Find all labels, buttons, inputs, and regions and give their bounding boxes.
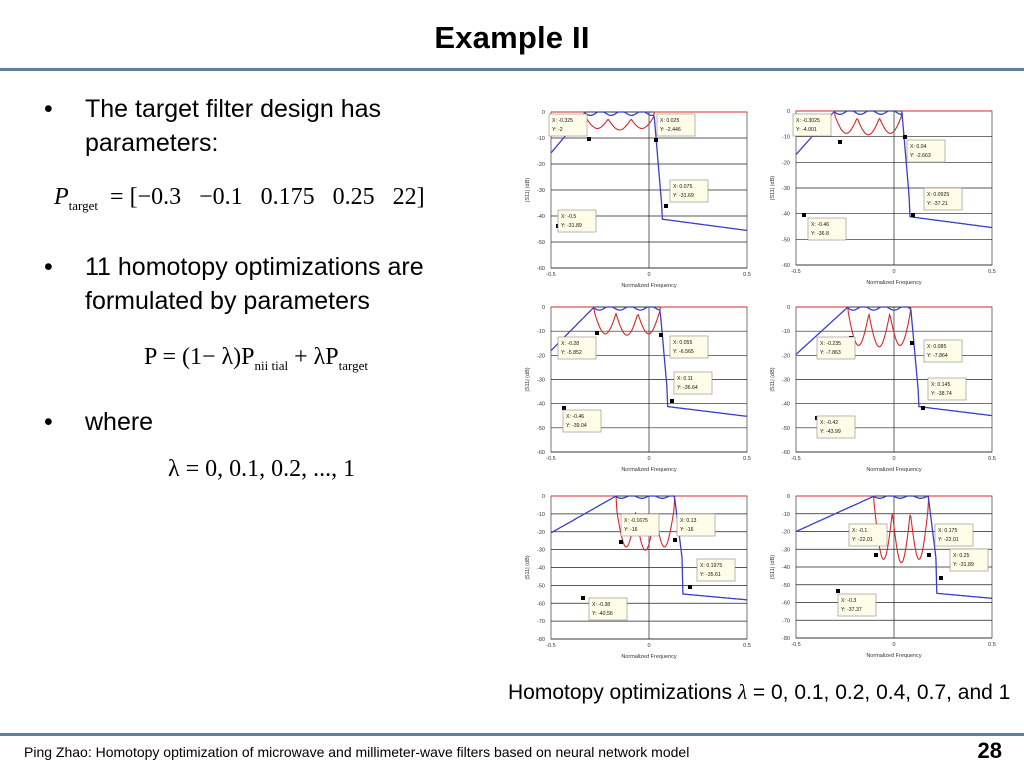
x-tick-label: 0 [647,643,651,649]
datatip-x: X: -0.42 [820,420,839,426]
x-tick-label: -0.5 [546,643,556,649]
x-axis-label: Normalized Frequency [866,467,922,473]
datatip-box [621,514,659,536]
slide-title: Example II [434,20,590,55]
y-tick-label: -40 [782,401,790,408]
datatip-box [793,114,831,136]
datatip-y: Y: -5.852 [561,350,582,356]
datatip-box [657,114,695,136]
datatip-x: X: -0.1675 [624,518,648,524]
y-tick-label: 0 [786,109,790,115]
datatip-box [589,598,627,620]
y-axis-label: |S11| (dB) [770,175,776,201]
y-tick-label: -20 [782,529,790,536]
datatip-marker [874,553,878,557]
datatip-box [558,210,596,232]
datatip-x: X: -0.5 [561,214,577,220]
datatip-x: X: 0.25 [953,553,970,559]
datatip-y: Y: -39.04 [566,423,587,429]
datatip-box [838,594,876,616]
x-axis-label: Normalized Frequency [621,283,677,289]
datatip-box [670,336,708,358]
datatip-y: Y: -16 [680,527,694,533]
x-axis-label: Normalized Frequency [866,653,922,659]
datatip-box [563,410,601,432]
y-tick-label: -80 [537,637,545,643]
y-tick-label: -40 [537,565,545,572]
datatip-y: Y: -16 [624,527,638,533]
y-tick-label: -60 [782,450,790,456]
y-tick-label: 0 [541,305,545,311]
datatip-x: X: -0.46 [566,414,585,420]
y-tick-label: -10 [782,329,790,336]
response-chart-3 [525,305,751,473]
y-axis-label: |S11| (dB) [770,367,776,392]
datatip-y: Y: -38.74 [931,391,952,397]
datatip-marker [927,553,931,557]
y-tick-label: -60 [782,600,790,607]
x-tick-label: -0.5 [791,456,801,462]
y-tick-label: -30 [782,186,790,192]
p-symbol: P [54,184,69,210]
datatip-y: Y: -37.21 [927,201,948,207]
x-tick-label: 0.5 [988,642,996,648]
y-tick-label: -20 [537,353,545,360]
response-chart-1 [525,110,751,289]
y-axis-label: |S11| (dB) [525,367,531,392]
y-tick-label: 0 [541,494,545,500]
datatip-box [928,378,966,400]
x-tick-label: -0.5 [546,272,556,278]
datatip-marker [911,213,915,217]
y-axis-label: |S11| (dB) [770,554,776,580]
datatip-y: Y: -4.001 [796,127,817,133]
y-tick-label: -30 [537,377,545,384]
datatip-x: X: -0.38 [592,602,611,608]
caption-lambda: λ [737,680,748,704]
footer-citation: Ping Zhao: Homotopy optimization of microwave and millimeter-wave filters based on neural network model [24,744,690,760]
datatip-marker [838,140,842,144]
y-tick-label: -10 [782,134,790,141]
datatip-marker [939,576,943,580]
datatip-box [674,372,712,394]
datatip-marker [654,138,658,142]
datatip-x: X: -0.46 [811,222,830,228]
datatip-marker [688,585,692,589]
datatip-box [817,416,855,438]
datatip-marker [903,135,907,139]
response-chart-6 [770,494,996,659]
y-tick-label: -50 [537,425,545,432]
y-tick-label: -60 [537,601,545,608]
x-tick-label: 0.5 [988,269,996,275]
datatip-y: Y: -36.64 [677,385,698,391]
datatip-x: X: -0.3 [841,598,857,604]
x-tick-label: 0 [647,272,651,278]
datatip-box [849,524,887,546]
p-target-subscript: target [68,198,99,213]
y-tick-label: -20 [537,529,545,536]
datatip-y: Y: -2 [552,127,563,133]
y-axis-label: |S11| (dB) [525,177,531,203]
y-tick-label: -60 [782,263,790,269]
y-tick-label: -50 [537,583,545,590]
x-axis-label: Normalized Frequency [621,654,677,660]
bullet-text-3: where [85,408,154,436]
datatip-y: Y: -31.89 [561,223,582,229]
datatip-y: Y: -22.01 [938,537,959,543]
x-tick-label: 0.5 [988,456,996,462]
y-tick-label: -40 [537,214,545,220]
datatip-y: Y: -6.565 [673,349,694,355]
datatip-marker [670,399,674,403]
datatip-x: X: 0.075 [673,184,693,190]
y-tick-label: -30 [537,188,545,194]
datatip-box [697,559,735,581]
datatip-x: X: 0.025 [660,118,680,124]
y-tick-label: -30 [537,547,545,554]
datatip-x: X: 0.11 [677,376,694,382]
y-axis-label: |S11| (dB) [525,555,531,580]
bullet-text-1: The target filter design has parameters: [85,95,381,157]
datatip-marker [836,589,840,593]
y-tick-label: -40 [782,565,790,571]
datatip-box [670,180,708,202]
datatip-box [677,514,715,536]
datatip-y: Y: -31.89 [953,562,974,568]
x-tick-label: 0 [892,269,896,275]
x-tick-label: 0.5 [743,456,751,462]
datatip-box [558,337,596,359]
datatip-x: X: -0.3025 [796,118,820,124]
bullet-dot: • [44,95,53,123]
datatip-box [924,340,962,362]
y-tick-label: -30 [782,547,790,554]
y-tick-label: -70 [782,618,790,625]
datatip-marker [802,213,806,217]
bullet-dot: • [44,253,53,281]
caption-values: = 0, 0.1, 0.2, 0.4, 0.7, and 1 [747,681,1011,704]
y-tick-label: 0 [541,110,545,116]
datatip-x: X: 0.145 [931,382,951,388]
x-tick-label: 0.5 [743,643,751,649]
y-tick-label: -40 [537,401,545,408]
y-tick-label: -80 [782,636,790,642]
y-tick-label: -60 [537,266,545,272]
datatip-y: Y: -36.8 [811,231,829,237]
y-tick-label: -70 [537,619,545,626]
datatip-y: Y: -2.446 [660,127,681,133]
y-tick-label: -10 [537,511,545,518]
datatip-x: X: -0.28 [561,341,580,347]
y-tick-label: 0 [786,494,790,500]
figure-caption [508,680,1010,705]
datatip-x: X: 0.13 [680,518,697,524]
x-tick-label: 0 [892,456,896,462]
response-chart-2 [770,109,996,286]
y-tick-label: -50 [782,582,790,589]
x-tick-label: -0.5 [791,269,801,275]
datatip-box [808,218,846,240]
y-tick-label: -20 [537,162,545,168]
bullet-dot: • [44,408,53,436]
x-tick-label: 0.5 [743,272,751,278]
y-tick-label: -50 [537,240,545,246]
y-tick-label: -10 [537,136,545,142]
y-tick-label: -50 [782,237,790,244]
datatip-y: Y: -43.99 [820,429,841,435]
datatip-y: Y: -35.61 [700,572,721,578]
datatip-x: X: 0.175 [938,528,958,534]
p-lambda-lhs: P = (1− λ)P [144,344,255,370]
y-tick-label: 0 [786,305,790,311]
datatip-x: X: 0.1975 [700,563,723,569]
datatip-x: X: -0.325 [552,118,574,124]
response-chart-4 [770,305,996,473]
datatip-x: X: 0.085 [927,344,947,350]
datatip-y: Y: -37.37 [841,607,862,613]
y-tick-label: -60 [537,450,545,456]
caption-text: Homotopy optimizations [508,681,733,704]
datatip-x: X: 0.055 [673,340,693,346]
datatip-marker [562,406,566,410]
p-target-values: = [−0.3 −0.1 0.175 0.25 22] [110,184,425,210]
y-tick-label: -40 [782,211,790,218]
datatip-x: X: -0.235 [820,341,842,347]
datatip-marker [581,596,585,600]
x-tick-label: 0 [647,456,651,462]
p-target-subscript-2: target [338,358,368,373]
p-lambda-plus: + λP [294,344,339,370]
y-tick-label: -10 [537,329,545,336]
response-chart-5 [525,494,751,660]
datatip-marker [619,540,623,544]
datatip-y: Y: -2.663 [910,153,931,159]
y-tick-label: -20 [782,160,790,167]
x-tick-label: -0.5 [791,642,801,648]
datatip-marker [664,204,668,208]
datatip-box [924,188,962,210]
x-axis-label: Normalized Frequency [866,280,922,286]
y-tick-label: -50 [782,425,790,432]
datatip-box [817,337,855,359]
datatip-y: Y: -31.69 [673,193,694,199]
y-tick-label: -30 [782,377,790,384]
datatip-x: X: 0.04 [910,144,927,150]
y-tick-label: -20 [782,353,790,360]
datatip-marker [673,538,677,542]
datatip-x: X: 0.0925 [927,192,950,198]
x-axis-label: Normalized Frequency [621,467,677,473]
y-tick-label: -10 [782,511,790,518]
x-tick-label: -0.5 [546,456,556,462]
datatip-y: Y: -7.863 [820,350,841,356]
datatip-box [549,114,587,136]
datatip-marker [910,341,914,345]
p-initial-subscript: nii tial [254,358,289,373]
x-tick-label: 0 [892,642,896,648]
bullet-text-2: 11 homotopy optimizations are formulated by parameters [85,253,424,315]
datatip-marker [921,406,925,410]
datatip-marker [595,331,599,335]
datatip-marker [659,333,663,337]
datatip-box [935,524,973,546]
datatip-box [907,140,945,162]
datatip-y: Y: -22.01 [852,537,873,543]
datatip-box [950,549,988,571]
page-number: 28 [977,738,1002,763]
lambda-values-equation: λ = 0, 0.1, 0.2, ..., 1 [168,456,356,482]
footer-divider [0,733,1024,736]
datatip-y: Y: -7.864 [927,353,948,359]
datatip-marker [587,137,591,141]
datatip-x: X: -0.1 [852,528,868,534]
datatip-y: Y: -40.56 [592,611,613,617]
